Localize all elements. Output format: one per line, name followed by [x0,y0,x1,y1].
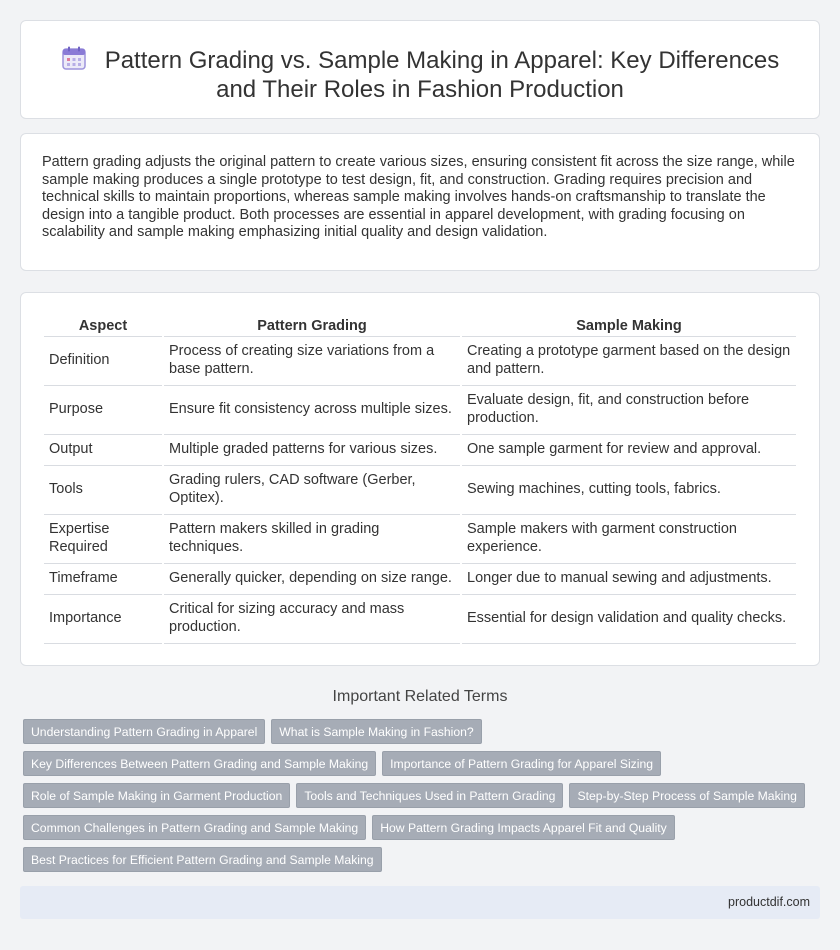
row-pattern-grading: Critical for sizing accuracy and mass production. [164,595,460,644]
row-aspect: Tools [44,466,162,515]
header-aspect: Aspect [44,315,162,337]
row-pattern-grading: Pattern makers skilled in grading techniques. [164,515,460,564]
table-row [44,435,796,466]
table-header-row [44,315,796,337]
row-pattern-grading: Ensure fit consistency across multiple sizes. [164,386,460,435]
title-line-1: Pattern Grading vs. Sample Making in Apparel: Key Differences [104,47,780,74]
related-term-link[interactable]: Best Practices for Efficient Pattern Grading and Sample Making [23,847,382,872]
row-pattern-grading: Generally quicker, depending on size range. [164,564,460,595]
row-sample-making: Longer due to manual sewing and adjustments. [462,564,796,595]
table-row [44,564,796,595]
comparison-table [42,315,798,644]
title-card [20,20,820,119]
row-aspect: Importance [44,595,162,644]
related-term-link[interactable]: What is Sample Making in Fashion? [271,719,481,744]
table-row [44,386,796,435]
related-term-link[interactable]: How Pattern Grading Impacts Apparel Fit and Quality [372,815,675,840]
row-pattern-grading: Grading rulers, CAD software (Gerber, Optitex). [164,466,460,515]
header-pattern-grading: Pattern Grading [164,315,460,337]
related-term-link[interactable]: Understanding Pattern Grading in Apparel [23,719,265,744]
row-sample-making: Sewing machines, cutting tools, fabrics. [462,466,796,515]
related-terms-list [23,719,813,879]
footer-bar [20,886,820,919]
related-term-link[interactable]: Common Challenges in Pattern Grading and Sample Making [23,815,366,840]
table-row [44,595,796,644]
header-sample-making: Sample Making [462,315,796,337]
intro-paragraph: Pattern grading adjusts the original pattern to create various sizes, ensuring consistent fit across the size range, while sample making produces a single prototype to test design, fit, and construction. Grading requires precision and technical skills to maintain proportions, whereas sample making involves hands-on craftsmanship to translate the design into a tangible product. Both processes are essential in apparel development, with grading focusing on scalability and sample making emphasizing initial quality and design validation. [42,154,795,241]
related-term-link[interactable]: Step-by-Step Process of Sample Making [569,783,804,808]
title-line-2: and Their Roles in Fashion Production [216,76,624,103]
calendar-icon [61,45,87,71]
table-row [44,466,796,515]
related-terms-title: Important Related Terms [332,688,508,705]
row-sample-making: Evaluate design, fit, and construction before production. [462,386,796,435]
row-aspect: Definition [44,337,162,386]
row-aspect: Purpose [44,386,162,435]
row-sample-making: One sample garment for review and approval. [462,435,796,466]
row-pattern-grading: Multiple graded patterns for various sizes. [164,435,460,466]
row-aspect: Expertise Required [44,515,162,564]
row-sample-making: Sample makers with garment construction experience. [462,515,796,564]
row-aspect: Output [44,435,162,466]
related-term-link[interactable]: Role of Sample Making in Garment Production [23,783,290,808]
row-sample-making: Creating a prototype garment based on the design and pattern. [462,337,796,386]
related-term-link[interactable]: Tools and Techniques Used in Pattern Grading [296,783,563,808]
row-pattern-grading: Process of creating size variations from a base pattern. [164,337,460,386]
page-title [21,45,819,104]
comparison-card [20,292,820,666]
row-aspect: Timeframe [44,564,162,595]
related-term-link[interactable]: Key Differences Between Pattern Grading and Sample Making [23,751,376,776]
footer-site[interactable]: productdif.com [728,895,810,909]
table-row [44,337,796,386]
table-row [44,515,796,564]
row-sample-making: Essential for design validation and quality checks. [462,595,796,644]
intro-card [20,133,820,271]
related-term-link[interactable]: Importance of Pattern Grading for Apparel Sizing [382,751,661,776]
